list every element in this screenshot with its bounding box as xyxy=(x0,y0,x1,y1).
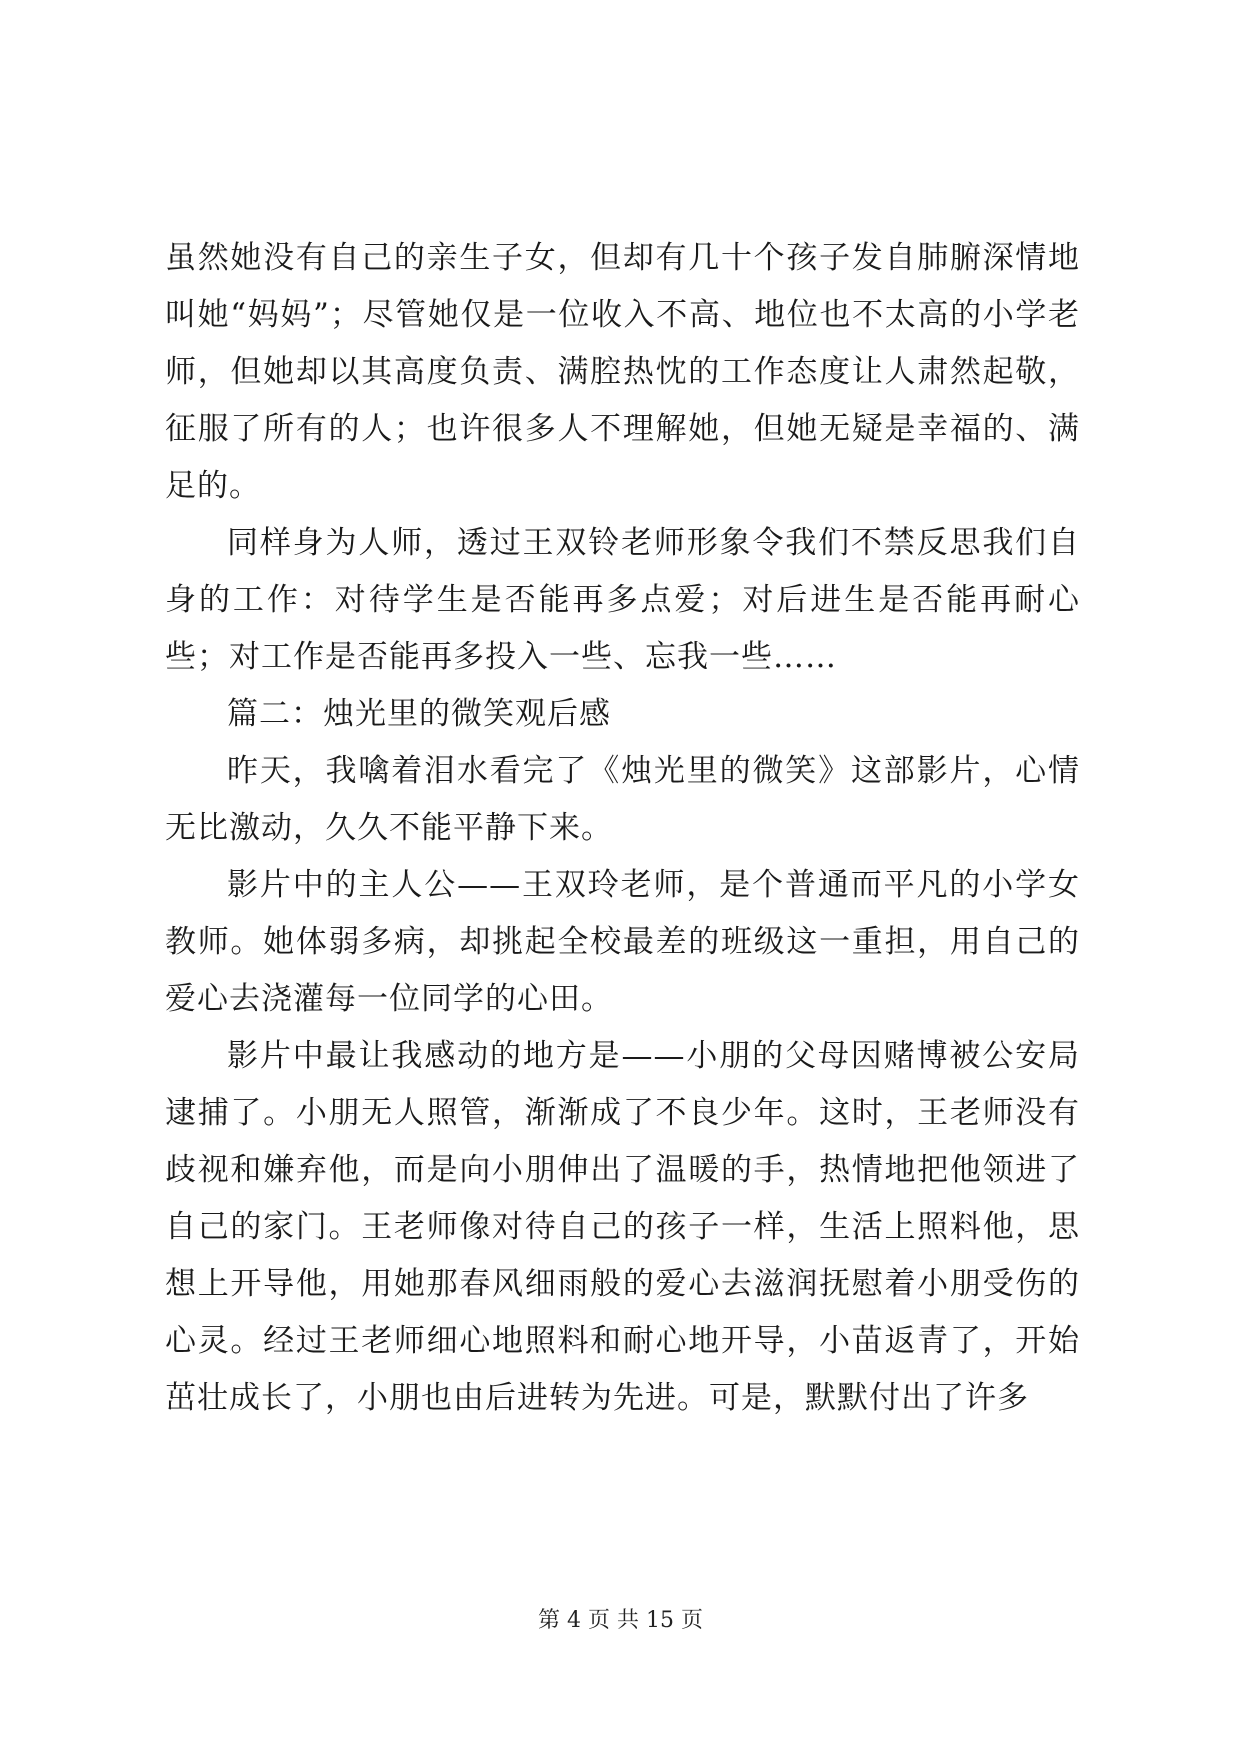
paragraph-reflection: 同样身为人师，透过王双铃老师形象令我们不禁反思我们自身的工作：对待学生是否能再多点爱；对后进生是否能再耐心些；对工作是否能再多投入一些、忘我一些…… xyxy=(165,525,1080,675)
body-text xyxy=(165,230,1080,1427)
page-footer: 第 4 页 共 15 页 xyxy=(538,1608,703,1633)
paragraph-intro: 昨天，我噙着泪水看完了《烛光里的微笑》这部影片，心情无比激动，久久不能平静下来。 xyxy=(165,753,1080,846)
paragraph-protagonist: 影片中的主人公——王双玲老师，是个普通而平凡的小学女教师。她体弱多病，却挑起全校最差的班级这一重担，用自己的爱心去浇灌每一位同学的心田。 xyxy=(165,867,1080,1017)
section-heading: 篇二：烛光里的微笑观后感 xyxy=(227,696,611,732)
paragraph-moving-scene: 影片中最让我感动的地方是——小朋的父母因赌博被公安局逮捕了。小朋无人照管，渐渐成了不良少年。这时，王老师没有歧视和嫌弃他，而是向小朋伸出了温暖的手，热情地把他领进了自己的家门。王老师像对待自己的孩子一样，生活上照料他，思想上开导他，用她那春风细雨般的爱心去滋润抚慰着小朋受伤的心灵。经过王老师细心地照料和耐心地开导，小苗返青了，开始茁壮成长了，小朋也由后进转为先进。可是，默默付出了许多 xyxy=(165,1038,1080,1416)
paragraph-continuation: 虽然她没有自己的亲生子女，但却有几十个孩子发自肺腑深情地叫她“妈妈”；尽管她仅是一位收入不高、地位也不太高的小学老师，但她却以其高度负责、满腔热忱的工作态度让人肃然起敬，征服了所有的人；也许很多人不理解她，但她无疑是幸福的、满足的。 xyxy=(165,240,1080,504)
